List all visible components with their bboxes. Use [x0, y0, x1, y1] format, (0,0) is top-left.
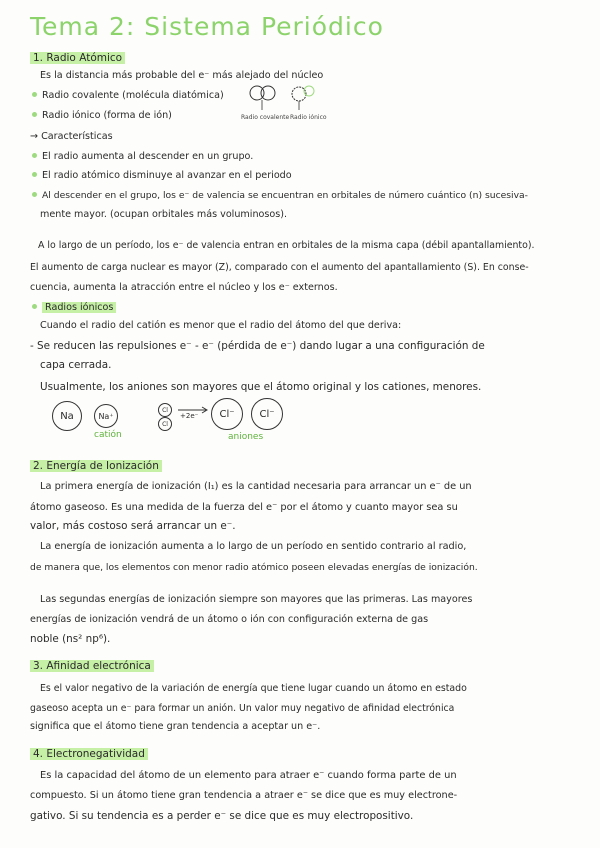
ionic-text: Usualmente, los aniones son mayores que el átomo original y los cationes, menores.: [40, 381, 482, 393]
ionic-text: Cuando el radio del catión es menor que el radio del átomo del que deriva:: [40, 320, 402, 331]
char-item-3a: Al descender en el grupo, los e⁻ de valencia se encuentran en orbitales de número cuántico (n) sucesiva-: [32, 190, 528, 201]
paragraph-line: de manera que, los elementos con menor radio atómico poseen elevadas energías de ionización.: [30, 562, 478, 573]
ionic-text: capa cerrada.: [40, 359, 112, 371]
paragraph-line: átomo gaseoso. Es una medida de la fuerza del e⁻ por el átomo y cuanto mayor sea su: [30, 502, 458, 513]
cl-anion: Cl⁻: [251, 398, 283, 430]
paragraph-line: La energía de ionización aumenta a lo largo de un período en sentido contrario al radio,: [40, 541, 467, 552]
label-radio-ionico: Radio iónico: [290, 114, 327, 121]
section-heading-electronegatividad: 4. Electronegatividad: [30, 748, 148, 760]
bullet-radio-covalente: Radio covalente (molécula diatómica): [32, 90, 224, 101]
page-title: Tema 2: Sistema Periódico: [30, 12, 384, 41]
paragraph-line: significa que el átomo tiene gran tendencia a aceptar un e⁻.: [30, 721, 321, 732]
ionic-text: - Se reducen las repulsiones e⁻ - e⁻ (pérdida de e⁻) dando lugar a una configuración de: [30, 340, 485, 352]
cl-anion: Cl⁻: [211, 398, 243, 430]
char-item-3b: mente mayor. (ocupan orbitales más voluminosos).: [40, 209, 288, 220]
char-item-2: El radio atómico disminuye al avanzar en el periodo: [32, 170, 292, 181]
paragraph-line: energías de ionización vendrá de un átomo o ión con configuración externa de gas: [30, 614, 429, 625]
label-cation: catión: [94, 430, 122, 440]
paragraph-line: valor, más costoso será arrancar un e⁻.: [30, 520, 236, 532]
section-heading-radio-atomico: 1. Radio Atómico: [30, 52, 125, 64]
paragraph-line: Es la capacidad del átomo de un elemento para atraer e⁻ cuando forma parte de un: [40, 770, 457, 781]
bullet-dot: [32, 304, 37, 309]
bullet-dot: [32, 153, 37, 158]
bullet-dot: [32, 92, 37, 97]
label-radio-covalente: Radio covalente: [241, 114, 290, 121]
definition-text: Es la distancia más probable del e⁻ más alejado del núcleo: [40, 70, 324, 81]
paragraph-line: Es el valor negativo de la variación de energía que tiene lugar cuando un átomo en estado: [40, 683, 467, 694]
arrow-icon: [178, 406, 210, 414]
cl-atom: Cl: [158, 417, 172, 431]
plus-electrons-label: +2e⁻: [180, 412, 199, 420]
paragraph-line: Las segundas energías de ionización siempre son mayores que las primeras. Las mayores: [40, 594, 473, 605]
paragraph-line: noble (ns² np⁶).: [30, 633, 111, 645]
bullet-dot: [32, 172, 37, 177]
paragraph-line: gaseoso acepta un e⁻ para formar un anión. Un valor muy negativo de afinidad electrónica: [30, 703, 455, 714]
section-heading-energia-ionizacion: 2. Energía de Ionización: [30, 460, 162, 472]
label-aniones: aniones: [228, 432, 264, 442]
atom-circle: [250, 86, 264, 100]
section-heading-afinidad: 3. Afinidad electrónica: [30, 660, 154, 672]
paragraph-line: El aumento de carga nuclear es mayor (Z), comparado con el aumento del apantallamiento (S). En conse-: [30, 262, 529, 273]
na-atom: Na: [52, 401, 82, 431]
bullet-radio-ionico: Radio iónico (forma de ión): [32, 110, 172, 121]
paragraph-line: gativo. Si su tendencia es a perder e⁻ se dice que es muy electropositivo.: [30, 810, 414, 822]
char-item-1: El radio aumenta al descender en un grupo.: [32, 151, 253, 162]
paragraph-line: compuesto. Si un átomo tiene gran tendencia a atraer e⁻ se dice que es muy electrone-: [30, 790, 458, 801]
atom-circle: [261, 86, 275, 100]
bullet-dot: [32, 192, 37, 197]
paragraph-line: La primera energía de ionización (I₁) es la cantidad necesaria para arrancar un e⁻ de un: [40, 481, 472, 492]
cl-atom: Cl: [158, 403, 172, 417]
paragraph-line: A lo largo de un período, los e⁻ de valencia entran en orbitales de la misma capa (débil apantallamiento).: [38, 240, 535, 251]
na-cation: Na⁺: [94, 404, 118, 428]
paragraph-line: cuencia, aumenta la atracción entre el núcleo y los e⁻ externos.: [30, 282, 338, 293]
characteristics-heading: → Características: [30, 131, 113, 142]
bullet-dot: [32, 112, 37, 117]
ionic-radius-heading: Radios iónicos: [32, 302, 116, 313]
